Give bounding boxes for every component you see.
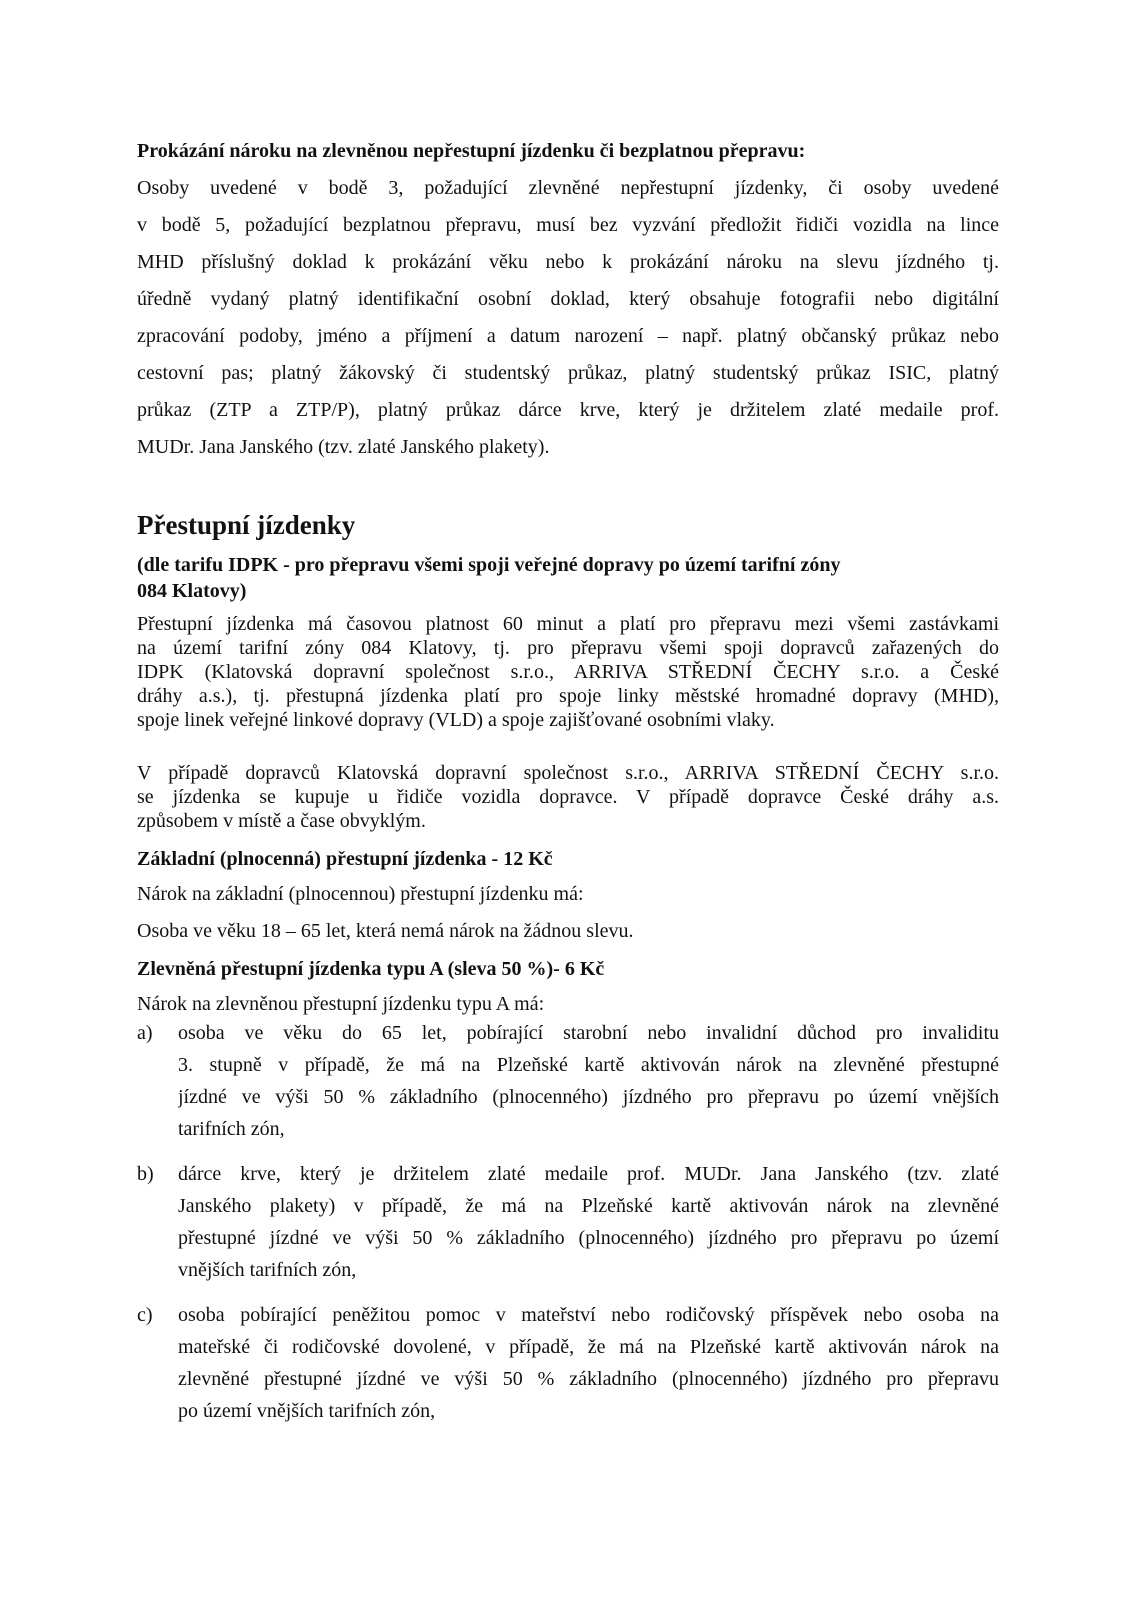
paragraph-line: v bodě 5, požadující bezplatnou přepravu, musí bez vyzvání předložit řidiči vozidla na lince (137, 214, 999, 236)
list-item-text (178, 1158, 999, 1286)
list-line: zlevněné přestupné jízdné ve výši 50 % základního (plnocenného) jízdného pro přepravu (178, 1368, 999, 1390)
list-line: osoba ve věku do 65 let, pobírající starobní nebo invalidní důchod pro invaliditu (178, 1022, 999, 1044)
basic-ticket-text: Osoba ve věku 18 – 65 let, která nemá nárok na žádnou slevu. (137, 920, 634, 942)
list-line: Janského plakety) v případě, že má na Plzeňské kartě aktivován nárok na zlevněné (178, 1195, 999, 1217)
paragraph-line: zpracování podoby, jméno a příjmení a datum narození – např. platný občanský průkaz nebo (137, 325, 999, 347)
list-line: po území vnějších tarifních zón, (178, 1400, 436, 1422)
transfer-tickets-subheading (137, 552, 999, 604)
list-line: jízdné ve výši 50 % základního (plnocenného) jízdného pro přepravu po území vnějších (178, 1086, 999, 1108)
paragraph-line: cestovní pas; platný žákovský či studentský průkaz, platný studentský průkaz ISIC, platný (137, 362, 999, 384)
list-item-text (178, 1017, 999, 1145)
proof-of-entitlement-heading: Prokázání nároku na zlevněnou nepřestupní jízdenku či bezplatnou přepravu: (137, 140, 806, 162)
list-marker: b) (137, 1163, 154, 1185)
list-line: vnějších tarifních zón, (178, 1259, 357, 1281)
list-line: dárce krve, který je držitelem zlaté medaile prof. MUDr. Jana Janského (tzv. zlaté (178, 1163, 999, 1185)
paragraph-line: se jízdenka se kupuje u řidiče vozidla dopravce. V případě dopravce České dráhy a.s. (137, 786, 999, 808)
ticket-purchase-paragraph (137, 761, 999, 833)
transfer-validity-paragraph (137, 612, 999, 732)
paragraph-line: způsobem v místě a čase obvyklým. (137, 810, 426, 832)
list-line: 3. stupně v případě, že má na Plzeňské kartě aktivován nárok na zlevněné přestupné (178, 1054, 999, 1076)
list-marker: c) (137, 1304, 153, 1326)
list-marker: a) (137, 1022, 153, 1044)
list-item-text (178, 1299, 999, 1427)
paragraph-line: průkaz (ZTP a ZTP/P), platný průkaz dárce krve, který je držitelem zlaté medaile prof. (137, 399, 999, 421)
list-line: tarifních zón, (178, 1118, 285, 1140)
transfer-tickets-heading: Přestupní jízdenky (137, 510, 356, 540)
paragraph-line: Přestupní jízdenka má časovou platnost 60 minut a platí pro přepravu mezi všemi zastávkami (137, 613, 999, 635)
paragraph-line: na území tarifní zóny 084 Klatovy, tj. pro přepravu všemi spoji dopravců zařazených do (137, 637, 999, 659)
subheading-line: 084 Klatovy) (137, 580, 247, 602)
list-line: mateřské či rodičovské dovolené, v případě, že má na Plzeňské kartě aktivován nárok na (178, 1336, 999, 1358)
basic-ticket-intro: Nárok na základní (plnocennou) přestupní jízdenku má: (137, 883, 584, 905)
list-line: přestupné jízdné ve výši 50 % základního (plnocenného) jízdného pro přepravu po území (178, 1227, 999, 1249)
list-line: osoba pobírající peněžitou pomoc v mateřství nebo rodičovský příspěvek nebo osoba na (178, 1304, 999, 1326)
proof-of-entitlement-section (137, 133, 999, 466)
discount-a-heading: Zlevněná přestupní jízdenka typu A (sleva 50 %)- 6 Kč (137, 958, 605, 980)
subheading-line: (dle tarifu IDPK - pro přepravu všemi spoji veřejné dopravy po území tarifní zóny (137, 554, 841, 576)
paragraph-line: dráhy a.s.), tj. přestupná jízdenka platí pro spoje linky městské hromadné dopravy (MHD), (137, 685, 999, 707)
discount-a-intro: Nárok na zlevněnou přestupní jízdenku typu A má: (137, 993, 545, 1015)
paragraph-line: spoje linek veřejné linkové dopravy (VLD) a spoje zajišťované osobními vlaky. (137, 709, 775, 731)
paragraph-line: IDPK (Klatovská dopravní společnost s.r.o., ARRIVA STŘEDNÍ ČECHY s.r.o. a České (137, 661, 999, 683)
paragraph-line: V případě dopravců Klatovská dopravní společnost s.r.o., ARRIVA STŘEDNÍ ČECHY s.r.o. (137, 762, 999, 784)
paragraph-line: Osoby uvedené v bodě 3, požadující zlevněné nepřestupní jízdenky, či osoby uvedené (137, 177, 999, 199)
basic-ticket-heading: Základní (plnocenná) přestupní jízdenka - 12 Kč (137, 848, 553, 870)
paragraph-line: úředně vydaný platný identifikační osobní doklad, který obsahuje fotografii nebo digitální (137, 288, 999, 310)
paragraph-line: MHD příslušný doklad k prokázání věku nebo k prokázání nároku na slevu jízdného tj. (137, 251, 999, 273)
paragraph-line: MUDr. Jana Janského (tzv. zlaté Janského plakety). (137, 436, 550, 458)
